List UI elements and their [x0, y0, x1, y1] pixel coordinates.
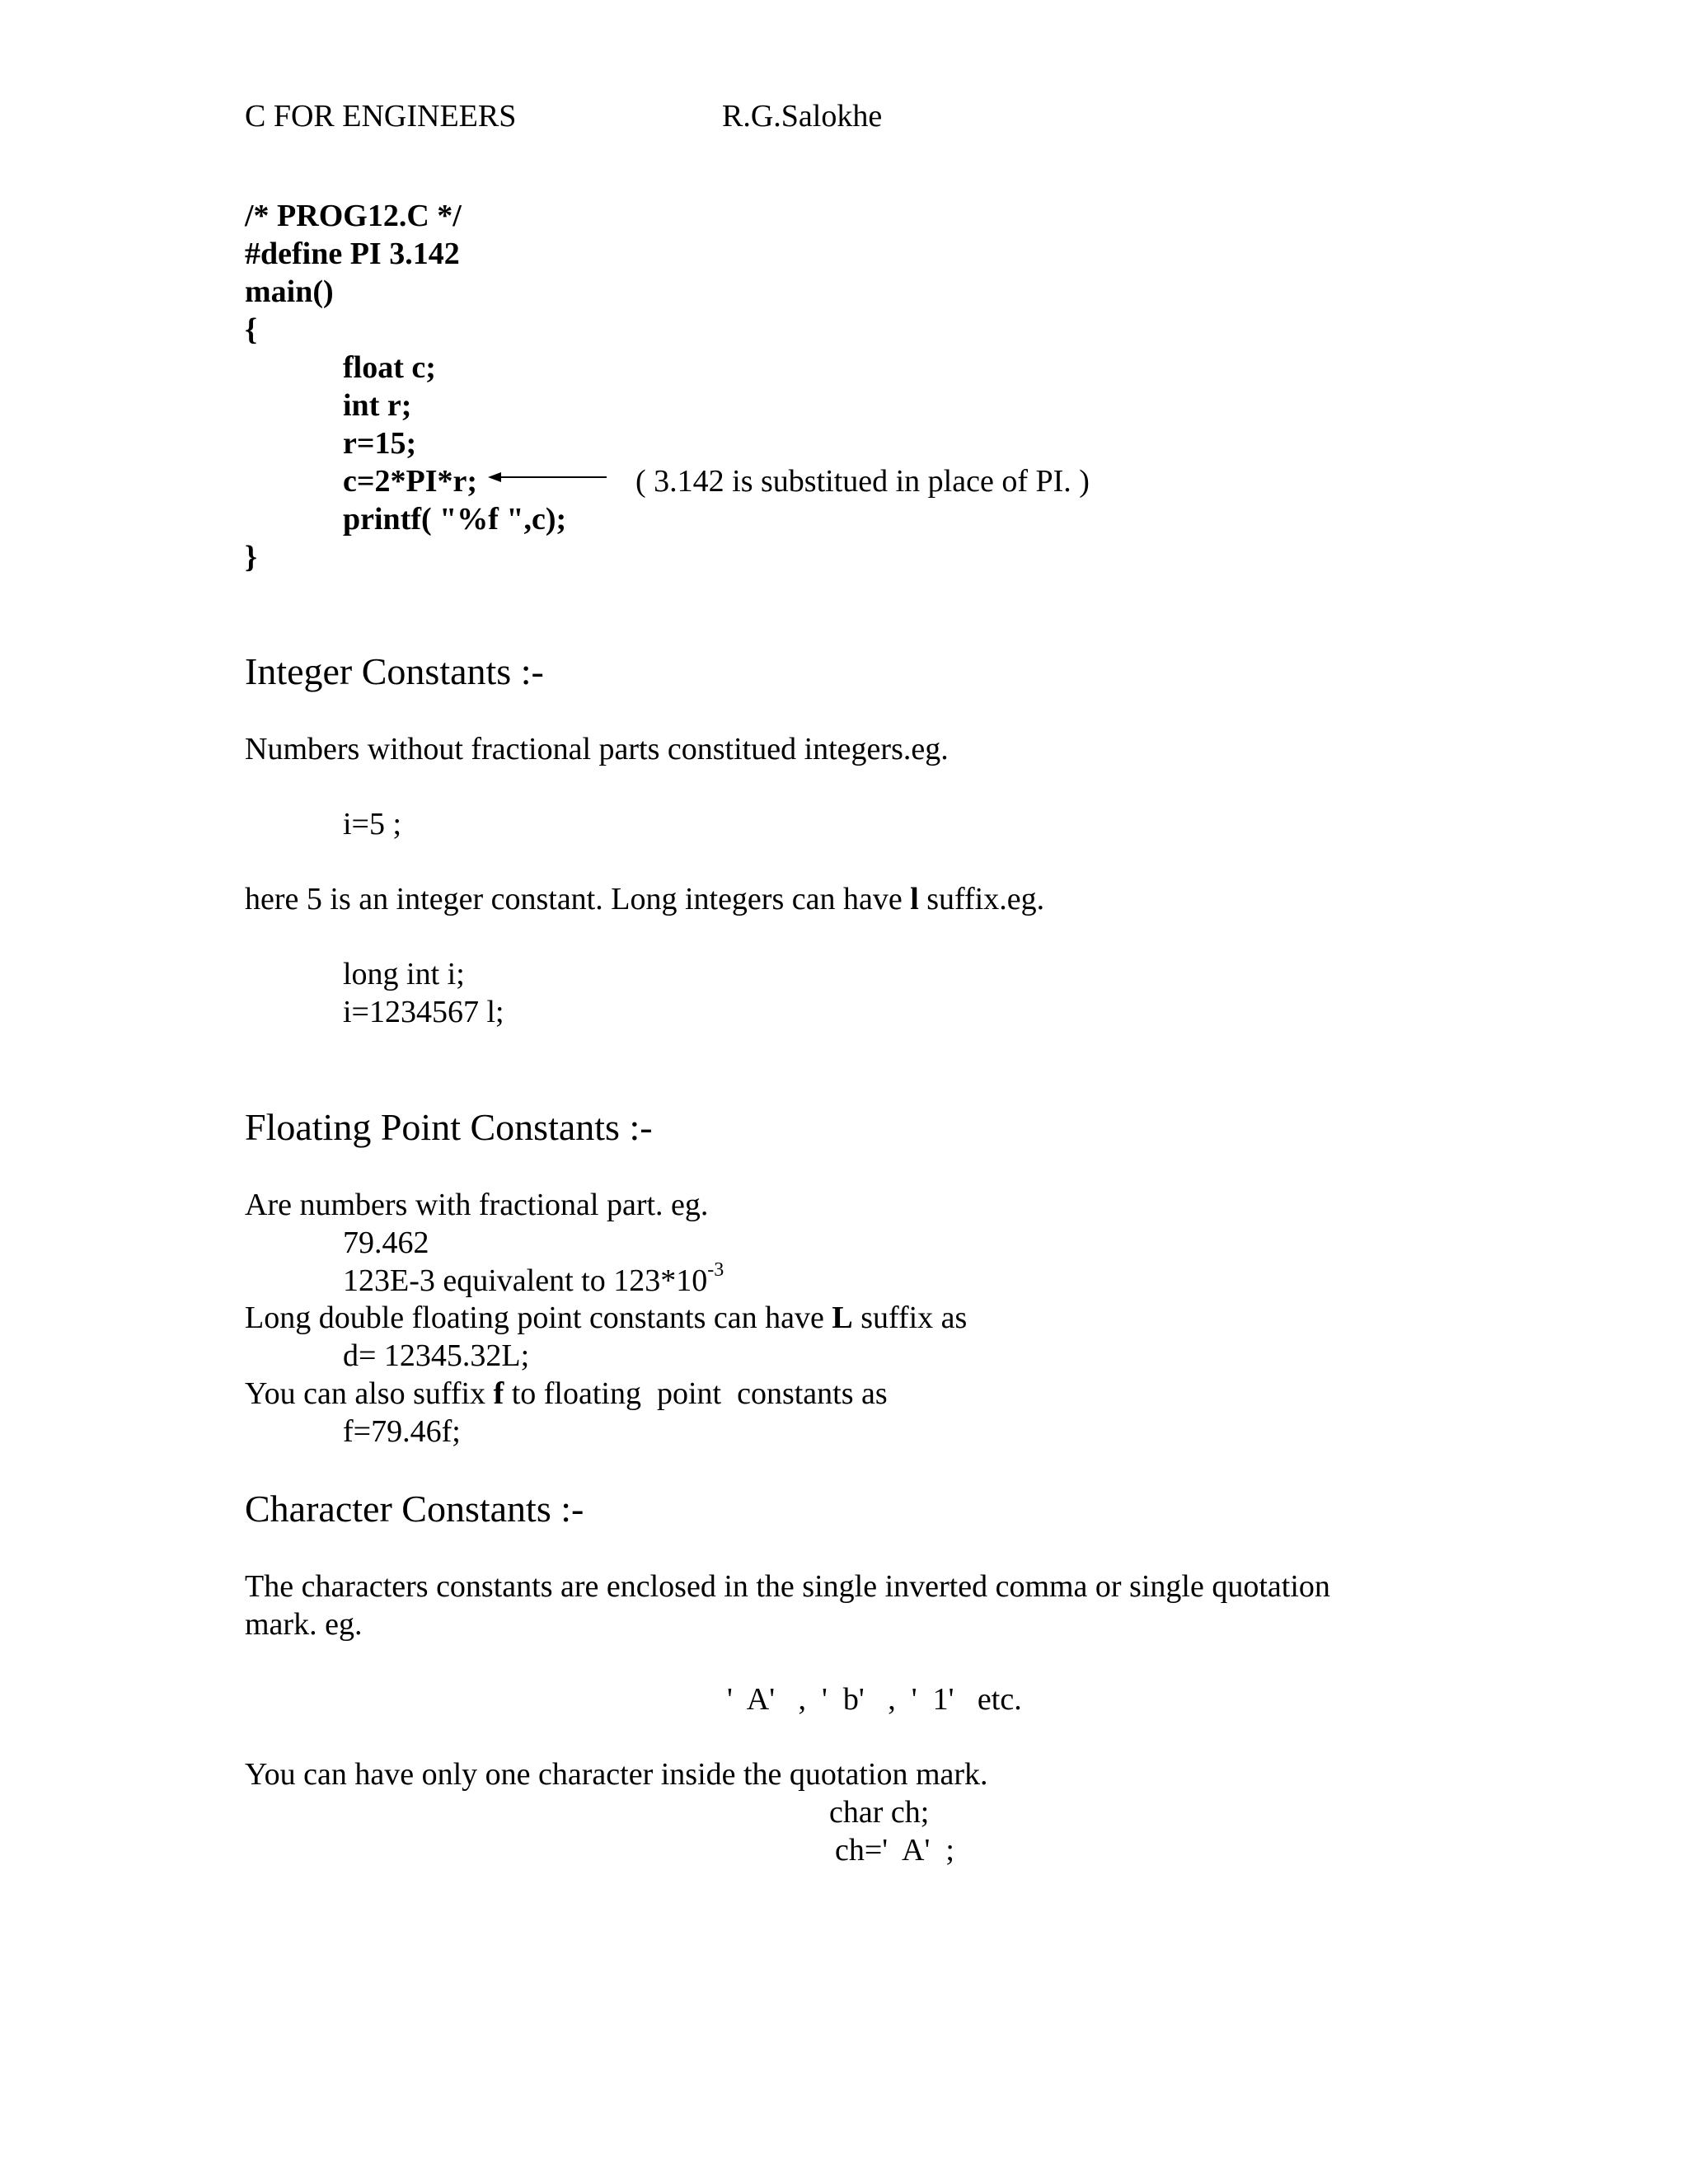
- floating-example-2-exponent: -3: [707, 1259, 724, 1281]
- header-title: C FOR ENGINEERS: [245, 99, 517, 134]
- integer-example-2: long int i;: [343, 957, 465, 991]
- integer-paragraph-2-b: l: [910, 882, 919, 916]
- floating-example-2: [343, 1259, 724, 1298]
- code-line-float: float c;: [343, 350, 436, 385]
- floating-example-4: f=79.46f;: [343, 1414, 461, 1449]
- floating-example-3: d= 12345.32L;: [343, 1338, 530, 1373]
- floating-paragraph-3-a: You can also suffix: [245, 1376, 494, 1411]
- floating-paragraph-1: Are numbers with fractional part. eg.: [245, 1188, 709, 1222]
- character-example-2: char ch;: [829, 1795, 930, 1830]
- code-line-compute: c=2*PI*r;: [343, 464, 478, 499]
- floating-example-1: 79.462: [343, 1226, 429, 1260]
- integer-example-1: i=5 ;: [343, 807, 402, 841]
- floating-example-2-text: 123E-3 equivalent to 123*10: [343, 1263, 708, 1298]
- code-line-printf: printf( "%f ",c);: [343, 502, 567, 537]
- character-example-3: ch=' A' ;: [835, 1833, 954, 1868]
- arrow-left-icon: [488, 470, 607, 485]
- character-example-1: ' A' , ' b' , ' 1' etc.: [727, 1682, 1022, 1717]
- integer-paragraph-2: [245, 883, 1044, 915]
- heading-floating-point-constants: Floating Point Constants :-: [245, 1106, 653, 1148]
- integer-paragraph-1: Numbers without fractional parts constitued integers.eg.: [245, 732, 949, 766]
- heading-integer-constants: Integer Constants :-: [245, 650, 544, 692]
- floating-paragraph-3-b: f: [493, 1376, 504, 1411]
- floating-paragraph-2-a: Long double floating point constants can have: [245, 1301, 832, 1335]
- floating-paragraph-3-c: to floating point constants as: [504, 1376, 888, 1411]
- code-annotation: ( 3.142 is substitued in place of PI. ): [635, 464, 1090, 499]
- floating-paragraph-2-c: suffix as: [852, 1301, 968, 1335]
- integer-paragraph-2-c: suffix.eg.: [918, 882, 1045, 916]
- code-line-main: main(): [245, 274, 334, 309]
- code-line-comment: /* PROG12.C */: [245, 199, 462, 233]
- code-line-int: int r;: [343, 388, 412, 423]
- floating-paragraph-2: [245, 1302, 967, 1333]
- integer-example-3: i=1234567 l;: [343, 995, 504, 1029]
- code-line-assign: r=15;: [343, 426, 417, 461]
- integer-paragraph-2-a: here 5 is an integer constant. Long integers can have: [245, 882, 911, 916]
- code-line-define: #define PI 3.142: [245, 237, 460, 271]
- character-paragraph-1-line-1: The characters constants are enclosed in the single inverted comma or single quotation: [245, 1569, 1330, 1604]
- character-paragraph-2: You can have only one character inside the quotation mark.: [245, 1757, 988, 1792]
- floating-paragraph-2-b: L: [832, 1301, 853, 1335]
- code-line-open-brace: {: [245, 312, 257, 347]
- floating-paragraph-3: [245, 1378, 888, 1409]
- character-paragraph-1-line-2: mark. eg.: [245, 1607, 363, 1642]
- heading-character-constants: Character Constants :-: [245, 1488, 584, 1530]
- code-line-close-brace: }: [245, 540, 257, 574]
- header-author: R.G.Salokhe: [722, 99, 883, 134]
